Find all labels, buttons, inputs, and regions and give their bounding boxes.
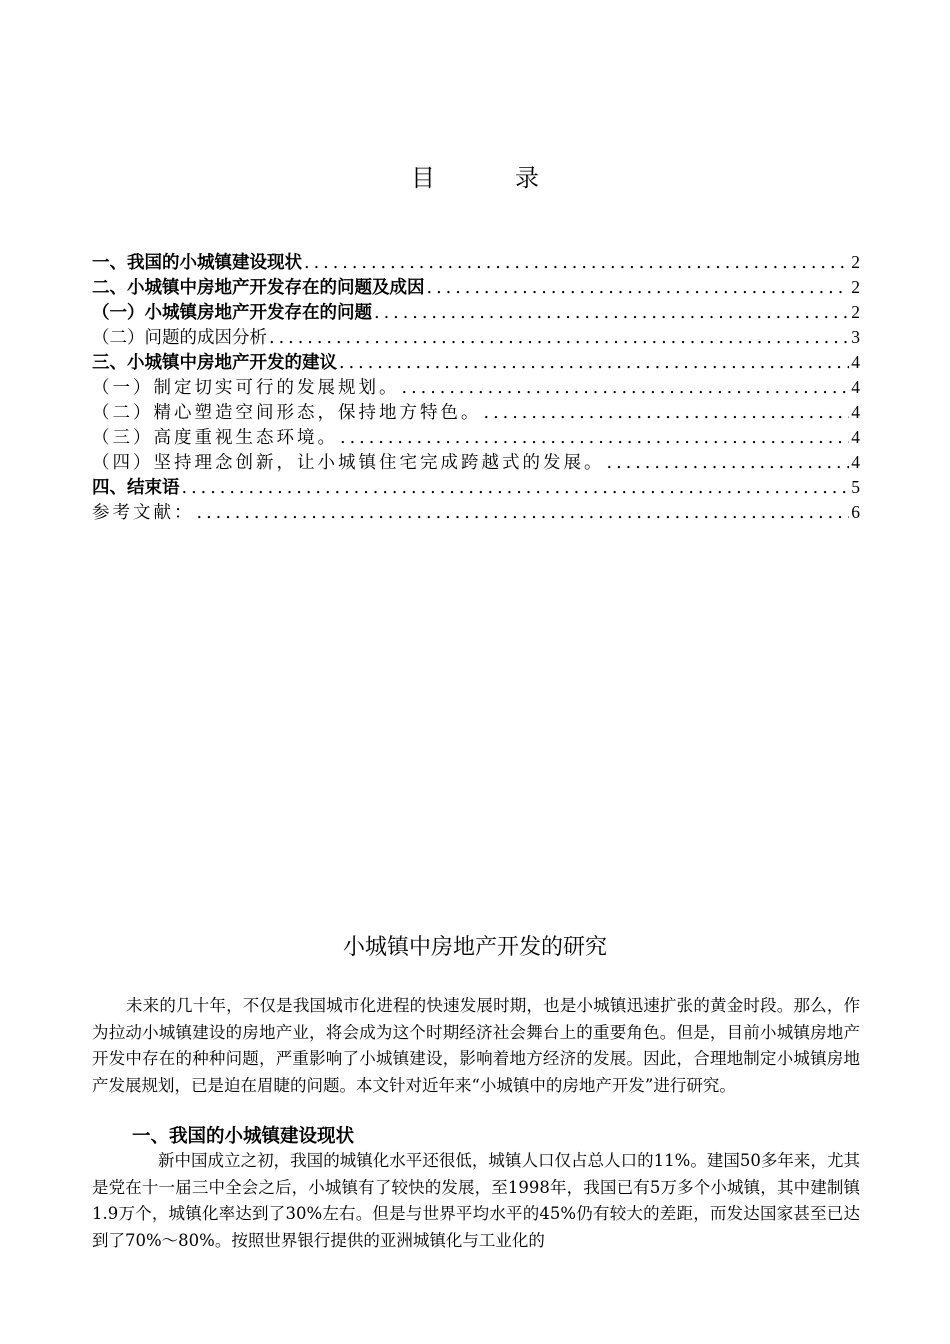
intro-paragraph: 未来的几十年，不仅是我国城市化进程的快速发展时期，也是小城镇迅速扩张的黄金时段。那么，作为拉动小城镇建设的房地产业，将会成为这个时期经济社会舞台上的重要角色。但是，目前小城镇房地产开发中存在的种种问题，严重影响了小城镇建设，影响着地方经济的发展。因此，合理地制定小城镇房地产发展规划，已是迫在眉睫的问题。本文针对近年来“小城镇中的房地产开发”进行研究。: [92, 996, 860, 1095]
toc-entry-page: 5: [851, 477, 860, 497]
toc-entry-text: 四、结束语: [92, 478, 180, 498]
toc-entry-page: 4: [851, 427, 860, 447]
toc-entry[interactable]: [92, 350, 860, 375]
toc-entry[interactable]: [92, 400, 860, 425]
toc-entry-page: 2: [851, 252, 860, 272]
toc-leader-dots: [197, 501, 850, 526]
toc-entry[interactable]: [92, 500, 860, 525]
toc-leader-dots: [339, 351, 849, 376]
toc-entry-text: （四）坚持理念创新，让小城镇住宅完成跨越式的发展。: [92, 453, 605, 473]
toc-leader-dots: [269, 326, 849, 351]
toc-entry-page: 4: [851, 402, 860, 422]
toc-title-char-2: 录: [515, 164, 539, 192]
toc-entry[interactable]: [92, 375, 860, 400]
toc-entry-text: （一）小城镇房地产开发存在的问题: [92, 303, 372, 323]
toc-leader-dots: [427, 276, 850, 301]
toc-title-char-1: 目: [411, 164, 435, 192]
toc-entry[interactable]: [92, 300, 860, 325]
article-title: 小城镇中房地产开发的研究: [342, 935, 607, 960]
toc-entry-page: 3: [851, 327, 860, 347]
toc-entry[interactable]: [92, 250, 860, 275]
toc-leader-dots: [374, 301, 849, 326]
table-of-contents: [92, 250, 860, 525]
body-paragraph: 新中国成立之初，我国的城镇化水平还很低，城镇人口仅占总人口的11%。建国50多年来，尤其是党在十一届三中全会之后，小城镇有了较快的发展，至1998年，我国已有5万多个小城镇，其中建制镇1.9万个，城镇化率达到了30%左右。但是与世界平均水平的45%仍有较大的差距，而发达国家甚至已达到了70%～80%。按照世界银行提供的亚洲城镇化与工业化的: [92, 1151, 860, 1250]
toc-leader-dots: [304, 251, 849, 276]
toc-entry-page: 2: [851, 277, 860, 297]
toc-entry[interactable]: [92, 425, 860, 450]
toc-leader-dots: [340, 426, 849, 451]
toc-title: [0, 158, 950, 193]
toc-entry[interactable]: [92, 475, 860, 500]
toc-entry-text: 二、小城镇中房地产开发存在的问题及成因: [92, 278, 425, 298]
toc-entry-text: （二）精心塑造空间形态，保持地方特色。: [92, 403, 482, 423]
toc-entry-page: 4: [851, 452, 860, 472]
toc-entry-text: （一）制定切实可行的发展规划。: [92, 378, 400, 398]
toc-entry-page: 6: [851, 502, 860, 522]
toc-entry-text: 三、小城镇中房地产开发的建议: [92, 353, 337, 373]
toc-leader-dots: [607, 451, 850, 476]
toc-leader-dots: [182, 476, 850, 501]
toc-leader-dots: [484, 401, 850, 426]
toc-entry-text: 一、我国的小城镇建设现状: [92, 253, 302, 273]
toc-entry-page: 4: [851, 352, 860, 372]
section-heading: 一、我国的小城镇建设现状: [132, 1126, 355, 1147]
toc-entry[interactable]: [92, 275, 860, 300]
toc-entry-page: 2: [851, 302, 860, 322]
toc-entry-text: （二）问题的成因分析: [92, 328, 267, 348]
toc-entry-text: 参考文献：: [92, 503, 195, 523]
toc-leader-dots: [402, 376, 850, 401]
toc-entry-page: 4: [851, 377, 860, 397]
toc-entry-text: （三）高度重视生态环境。: [92, 428, 338, 448]
toc-entry[interactable]: [92, 325, 860, 350]
toc-entry[interactable]: [92, 450, 860, 475]
